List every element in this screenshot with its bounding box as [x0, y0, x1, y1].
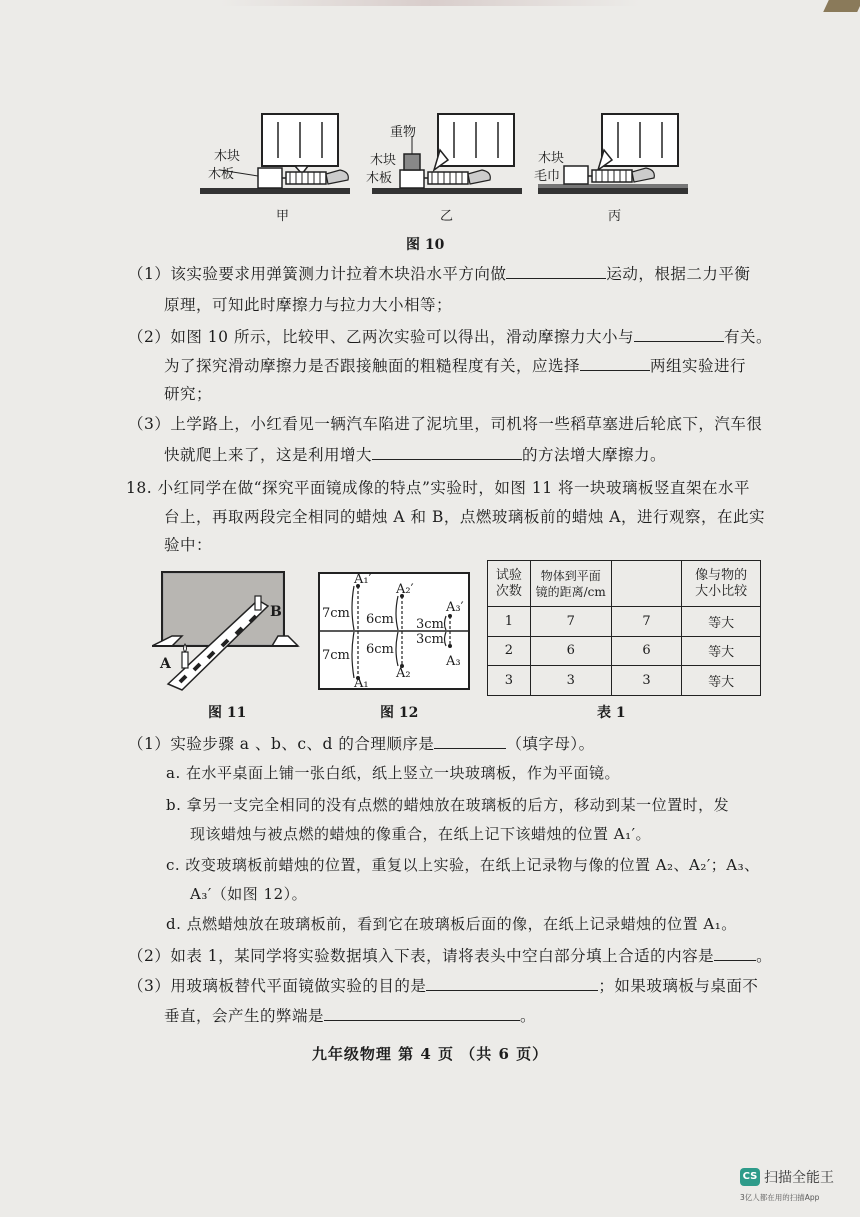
fig11-label-a: A — [160, 656, 171, 672]
answer-blank[interactable] — [714, 944, 756, 961]
camscanner-name: 扫描全能王 — [764, 1170, 834, 1186]
fig12-dist-3cm-top: 3cm — [416, 617, 444, 632]
fig12-dist-3cm-bottom: 3cm — [416, 632, 444, 647]
figure-11 — [152, 566, 300, 696]
table-row: 3 3 3 等大 — [488, 666, 761, 696]
fig12-caption: 图 12 — [380, 705, 419, 721]
step-c-line2: A₃′（如图 12）。 — [190, 885, 308, 903]
fig12-dist-7cm-bottom: 7cm — [322, 648, 350, 663]
fig11-caption: 图 11 — [208, 705, 247, 721]
scan-corner — [823, 0, 860, 12]
camscanner-tagline: 3亿人都在用的扫描App — [740, 1193, 820, 1202]
fig12-dist-7cm-top: 7cm — [322, 606, 350, 621]
q17-part2-line1: （2）如图 10 所示，比较甲、乙两次实验可以得出，滑动摩擦力大小与 有关。 — [128, 325, 772, 347]
fig12-a2: A₂ — [396, 666, 411, 681]
fig10-label-board-jia: 木板 — [208, 167, 235, 182]
q18-intro-line2: 台上，再取两段完全相同的蜡烛 A 和 B，点燃玻璃板前的蜡烛 A，进行观察，在此实 — [164, 508, 765, 526]
fig10-sub-bing: 丙 — [608, 209, 622, 224]
table-header-object-distance: 物体到平面 镜的距离/cm — [530, 561, 611, 607]
fig12-a3-prime: A₃′ — [446, 600, 464, 615]
fig10-label-towel: 毛巾 — [534, 169, 561, 184]
page-footer: 九年级物理 第 4 页 （共 6 页） — [311, 1045, 549, 1063]
fig10-label-block-bing: 木块 — [538, 151, 565, 166]
answer-blank[interactable] — [506, 262, 606, 279]
answer-blank[interactable] — [372, 443, 522, 460]
q17-part3-line2: 快就爬上来了，这是利用增大 的方法增大摩擦力。 — [164, 443, 666, 465]
scan-shadow — [220, 0, 640, 6]
fig12-a1: A₁ — [354, 676, 369, 691]
figure-12 — [318, 572, 470, 690]
answer-blank[interactable] — [426, 974, 598, 991]
fig10-label-weight: 重物 — [390, 125, 417, 140]
table-1-caption: 表 1 — [597, 705, 626, 721]
table-header-blank[interactable] — [611, 561, 682, 607]
q17-part1-line2: 原理，可知此时摩擦力与拉力大小相等； — [164, 296, 453, 314]
q18-intro-line1: 18. 小红同学在做“探究平面镜成像的特点”实验时，如图 11 将一块玻璃板竖直架在水平 — [126, 479, 751, 497]
fig12-a1-prime: A₁′ — [354, 572, 372, 587]
q18-part1: （1）实验步骤 a 、b、c、d 的合理顺序是 （填字母）。 — [128, 732, 595, 754]
table-header-trial: 试验 次数 — [488, 561, 531, 607]
table-header-size-compare: 像与物的 大小比较 — [682, 561, 761, 607]
answer-blank[interactable] — [634, 325, 724, 342]
table-row: 1 7 7 等大 — [488, 607, 761, 637]
step-c-line1: c. 改变玻璃板前蜡烛的位置，重复以上实验，在纸上记录物与像的位置 A₂、A₂′；A₃、 — [166, 856, 760, 874]
q17-part3-line1: （3）上学路上，小红看见一辆汽车陷进了泥坑里，司机将一些稻草塞进后轮底下，汽车很 — [128, 415, 763, 433]
fig10-label-board-yi: 木板 — [366, 171, 393, 186]
q18-part3-line1: （3）用玻璃板替代平面镜做实验的目的是 ；如果玻璃板与桌面不 — [128, 974, 758, 996]
fig12-a2-prime: A₂′ — [396, 582, 414, 597]
fig10-caption: 图 10 — [406, 237, 445, 253]
q18-part3-line2: 垂直，会产生的弊端是 。 — [164, 1004, 536, 1026]
answer-blank[interactable] — [434, 732, 506, 749]
fig10-sub-yi: 乙 — [440, 209, 454, 224]
fig12-a3: A₃ — [446, 654, 461, 669]
fig11-label-b: B — [270, 604, 282, 620]
answer-blank[interactable] — [580, 354, 650, 371]
q18-intro-line3: 验中： — [164, 536, 213, 554]
step-a: a. 在水平桌面上铺一张白纸，纸上竖立一块玻璃板，作为平面镜。 — [166, 764, 620, 782]
step-b-line1: b. 拿另一支完全相同的没有点燃的蜡烛放在玻璃板的后方，移动到某一位置时，发 — [166, 796, 730, 814]
fig12-dist-6cm-bottom: 6cm — [366, 642, 394, 657]
q17-part1-line1: （1）该实验要求用弹簧测力计拉着木块沿水平方向做 运动，根据二力平衡 — [128, 262, 750, 284]
q17-part2-line3: 研究； — [164, 385, 213, 403]
step-d: d. 点燃蜡烛放在玻璃板前，看到它在玻璃板后面的像，在纸上记录蜡烛的位置 A₁。 — [166, 915, 737, 933]
fig12-dist-6cm-top: 6cm — [366, 612, 394, 627]
fig10-label-block-yi: 木块 — [370, 153, 397, 168]
answer-blank[interactable] — [324, 1004, 520, 1021]
table-row: 2 6 6 等大 — [488, 636, 761, 666]
table-header-row — [488, 561, 761, 607]
q17-part2-line2: 为了探究滑动摩擦力是否跟接触面的粗糙程度有关，应选择 两组实验进行 — [164, 354, 746, 376]
step-b-line2: 现该蜡烛与被点燃的蜡烛的像重合，在纸上记下该蜡烛的位置 A₁′。 — [190, 825, 652, 843]
q18-part2: （2）如表 1，某同学将实验数据填入下表，请将表头中空白部分填上合适的内容是 。 — [128, 944, 772, 966]
table-1 — [487, 560, 761, 696]
camscanner-logo-icon: CS — [740, 1168, 760, 1186]
fig10-label-block-jia: 木块 — [214, 149, 241, 164]
fig10-sub-jia: 甲 — [276, 209, 290, 224]
